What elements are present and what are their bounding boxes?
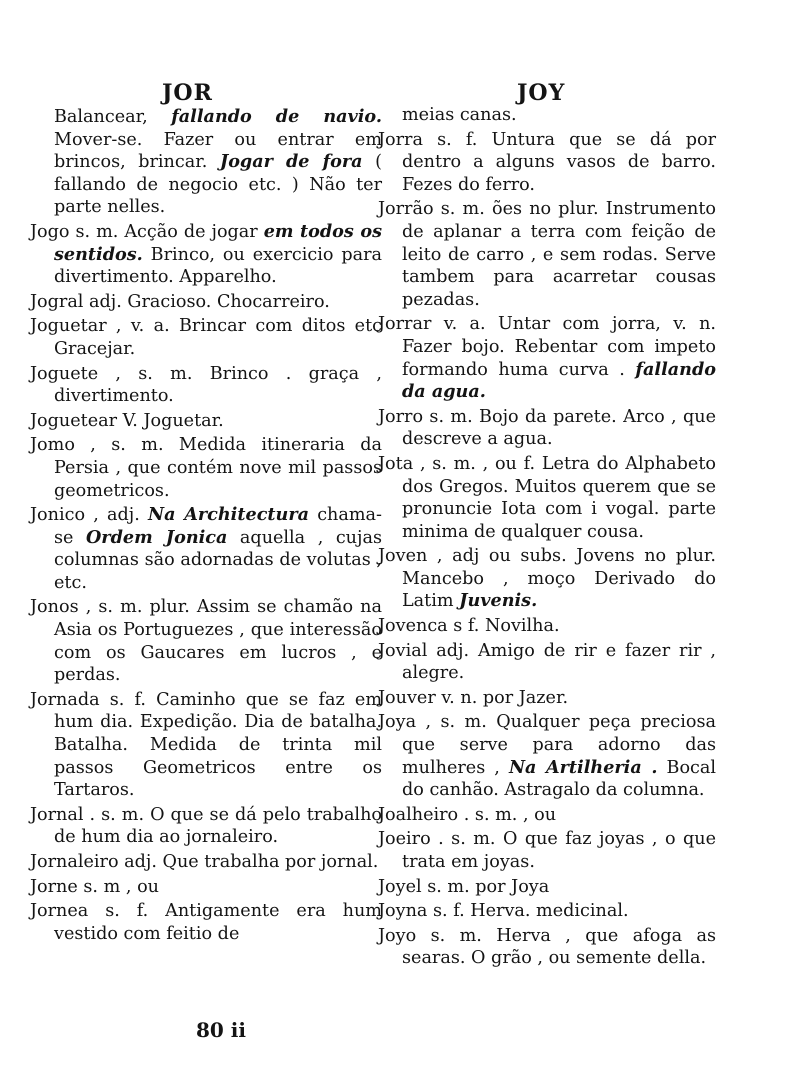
entry-text: Jornaleiro adj. Que trabalha por jornal.: [30, 852, 379, 872]
entry-italic: em todos os sentidos.: [54, 220, 382, 265]
dictionary-entry: [378, 687, 716, 710]
entry-text: Jorra s. f. Untura que se dá por dentro a alguns vasos de barro. Fezes do ferro.: [378, 129, 716, 195]
entry-text: Jornea s. f. Antigamente era hum vestido com feitio de: [30, 901, 382, 944]
entry-text: Joguete , s. m. Brinco . graça , divertimento.: [30, 363, 382, 407]
header-left: JOR: [162, 80, 213, 106]
dictionary-entry: [30, 434, 382, 502]
entry-text: Brinco, ou exercicio para divertimento. Apparelho.: [54, 244, 382, 288]
entry-text: Jovial adj. Amigo de rir e fazer rir , alegre.: [378, 640, 716, 684]
dictionary-entry: [378, 828, 716, 873]
entry-text: chama-se: [54, 505, 382, 548]
entry-text: Jorrar v. a. Untar com jorra, v. n. Fazer bojo. Rebentar com impeto formando huma curva .: [378, 314, 716, 380]
dictionary-entry: [30, 689, 382, 802]
entry-text: Joyel s. m. por Joya: [378, 876, 550, 897]
entry-italic: Ordem Jonica: [85, 526, 228, 548]
entry-italic: fallando de navio.: [171, 106, 382, 127]
entry-text: Jornada s. f. Caminho que se faz em hum dia. Expedição. Dia de batalha. Batalha. Medida de trinta mil passos Geometricos entre os Tartaros.: [30, 689, 382, 801]
dictionary-entry: [378, 925, 716, 970]
dictionary-entry: [30, 900, 382, 945]
dictionary-entry: [30, 804, 382, 849]
entry-text: Jorne s. m , ou: [30, 876, 159, 897]
entry-text: Joyna s. f. Herva. medicinal.: [378, 901, 629, 922]
entry-text: Jouver v. n. por Jazer.: [378, 687, 569, 708]
entry-text: meias canas.: [402, 105, 517, 125]
entry-text: Balancear,: [54, 107, 172, 127]
entry-text: Jonos , s. m. plur. Assim se chamão na Asia os Portuguezes , que interessão com os Gaucares em lucros , e perdas.: [30, 597, 382, 686]
entry-text: Jota , s. m. , ou f. Letra do Alphabeto dos Gregos. Muitos querem que se pronuncie Iota com i vogal. parte minima de qualquer cousa.: [378, 453, 716, 542]
entry-text: Joeiro . s. m. O que faz joyas , o que trata em joyas.: [378, 829, 716, 872]
dictionary-entry: [30, 363, 382, 408]
entry-text: Joalheiro . s. m. , ou: [378, 804, 557, 825]
entry-text: Jogral adj. Gracioso. Chocarreiro.: [30, 291, 330, 312]
dictionary-entry: [378, 129, 716, 197]
entry-text: Joguetear V. Joguetar.: [30, 410, 224, 431]
dictionary-entry: [378, 711, 716, 801]
header-right: JOY: [517, 80, 566, 106]
entry-italic: Juvenis.: [459, 590, 538, 612]
dictionary-entry: [378, 198, 716, 311]
entry-text: Bocal do canhão. Astragalo da columna.: [402, 757, 717, 801]
entry-text: Jomo , s. m. Medida itineraria da Persia , que contém nove mil passos geometricos.: [30, 435, 382, 501]
entry-text: Joya , s. m. Qualquer peça preciosa que serve para adorno das mulheres ,: [378, 712, 716, 778]
dictionary-entry: [378, 615, 716, 638]
entry-text: Joguetar , v. a. Brincar com ditos etc Gracejar.: [30, 316, 382, 359]
right-column: [378, 104, 716, 972]
entry-italic: Jogar de fora: [219, 151, 363, 173]
entry-text: Jovenca s f. Novilha.: [378, 616, 560, 637]
dictionary-entry: [30, 410, 382, 433]
left-column: [30, 106, 382, 947]
dictionary-entry: [378, 900, 716, 923]
entry-text: Jorrão s. m. ões no plur. Instrumento de aplanar a terra com feição de leito de carro , e sem rodas. Serve tambem para acarretar cousas pezadas.: [378, 199, 716, 310]
dictionary-entry: [378, 313, 716, 403]
entry-text: Jorro s. m. Bojo da parete. Arco , que descreve a agua.: [378, 406, 716, 450]
dictionary-entry: [30, 291, 382, 314]
entry-italic: Na Artilheria .: [508, 756, 658, 778]
entry-text: Jonico , adj.: [30, 505, 149, 526]
dictionary-entry: [30, 596, 382, 686]
entry-text: Joyo s. m. Herva , que afoga as searas. O grão , ou semente della.: [378, 925, 716, 969]
entry-text: aquella , cujas columnas são adornadas de volutas , etc.: [54, 527, 382, 593]
dictionary-entry: [378, 545, 716, 613]
dictionary-entry: [378, 804, 716, 827]
entry-italic: fallando da agua.: [402, 358, 716, 403]
dictionary-entry: [378, 453, 716, 543]
dictionary-entry: [30, 504, 382, 594]
dictionary-entry: [378, 406, 716, 451]
dictionary-entry: [378, 104, 716, 127]
dictionary-entry: [30, 221, 382, 289]
dictionary-entry: [30, 851, 382, 874]
entry-text: Jogo s. m. Acção de jogar: [30, 221, 264, 242]
dictionary-entry: [378, 876, 716, 899]
dictionary-entry: [378, 640, 716, 685]
dictionary-entry: [30, 106, 382, 219]
page-number: 80 ii: [196, 1018, 246, 1042]
entry-italic: Na Architectura: [148, 504, 309, 526]
dictionary-entry: [30, 315, 382, 360]
entry-text: Mover-se. Fazer ou entrar em brincos, brincar.: [54, 129, 382, 173]
dictionary-entry: [30, 876, 382, 899]
entry-text: Joven , adj ou subs. Jovens no plur. Mancebo , moço Derivado do Latim: [378, 546, 716, 612]
entry-text: ( fallando de negocio etc. ) Não ter parte nelles.: [54, 152, 382, 218]
entry-text: Jornal . s. m. O que se dá pelo trabalho de hum dia ao jornaleiro.: [30, 804, 382, 848]
